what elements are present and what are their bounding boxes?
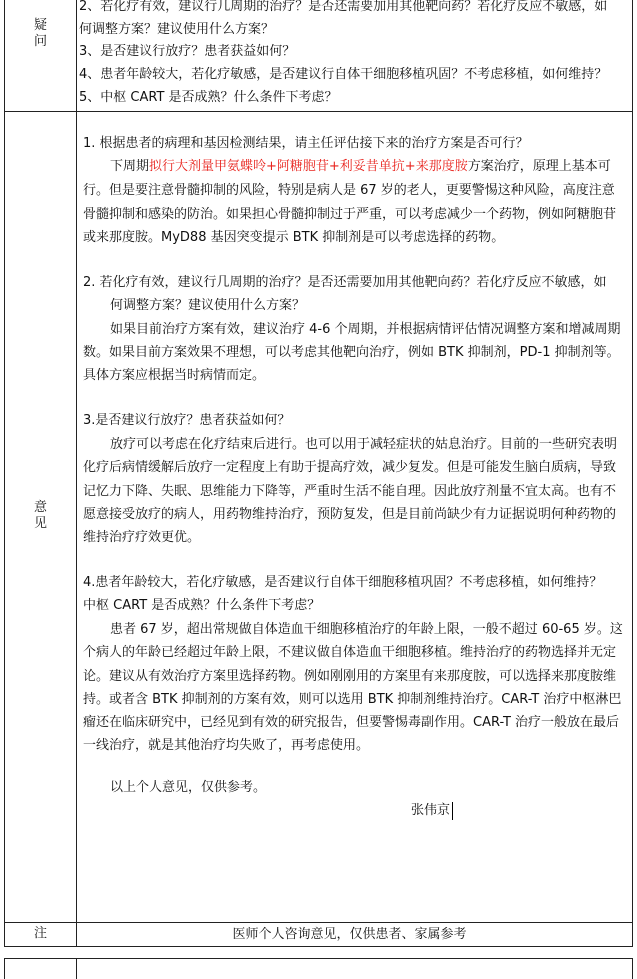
- signature: [411, 800, 453, 822]
- column-divider: [76, 0, 77, 947]
- question-line: 2、若化疗有效，建议行几周期的治疗？是否还需要加用其他靶向药？若化疗反应不敏感，如: [79, 0, 608, 14]
- answer-2-question-1: 2. 若化疗有效，建议行几周期的治疗？是否还需要加用其他靶向药？若化疗反应不敏感，如: [83, 275, 607, 290]
- answer-1-line-1: [110, 156, 637, 178]
- signature-name: 张伟京: [411, 803, 451, 818]
- answer-2-line-3: 具体方案应根据当时病情而定。: [83, 368, 266, 383]
- question-line: 4、患者年龄较大，若化疗敏感，是否建议行自体干细胞移植巩固？不考虑移植，如何维持？: [79, 67, 608, 82]
- row-divider-opinion: [5, 922, 632, 923]
- answer-3-line-1: 放疗可以考虑在化疗结束后进行。也可以用于减轻症状的姑息治疗。目前的一些研究表明: [110, 437, 618, 452]
- answer-3-line-2: 化疗后病情缓解后放疗一定程度上有助于提高疗效，减少复发。但是可能发生脑白质病，导致: [83, 460, 617, 475]
- answer-2-line-1: 如果目前治疗方案有效，建议治疗 4-6 个周期，并根据病情评估情况调整方案和增减周期: [110, 322, 621, 337]
- text-cursor: [452, 802, 453, 820]
- answer-4-line-2: 个病人的年龄已经超过年龄上限，不建议做自体造血干细胞移植。维持治疗的药物选择并无定: [83, 645, 617, 660]
- regimen-highlight: 拟行大剂量甲氨蝶呤+阿糖胞苷+利妥昔单抗+来那度胺: [149, 159, 468, 174]
- note-text: 医师个人咨询意见，仅供患者、家属参考: [232, 927, 467, 942]
- closing-remark: 以上个人意见，仅供参考。: [110, 780, 267, 795]
- answer-4-question-2: 中枢 CART 是否成熟？什么条件下考虑？: [83, 598, 321, 613]
- answer-1-line-2: 行。但是要注意骨髓抑制的风险，特别是病人是 67 岁的老人，更要警惕这种风险，高度注意: [83, 183, 615, 198]
- questions-label-text: 疑问: [33, 18, 47, 49]
- answer-1-line-4: 或来那度胺。MyD88 基因突变提示 BTK 抑制剂是可以考虑选择的药物。: [83, 230, 505, 245]
- answer-1-text-post: 方案治疗，原理上基本可: [467, 159, 611, 174]
- questions-label: [5, 18, 76, 50]
- row-divider-questions: [5, 111, 632, 112]
- note-label-text: 注: [33, 926, 47, 941]
- opinion-label-text: 意见: [33, 500, 47, 531]
- answer-4-line-4: 持。或者含 BTK 抑制剂的方案有效，则可以选用 BTK 抑制剂维持治疗。CAR-T 治疗中枢淋巴: [83, 692, 622, 707]
- row-divider-note: [5, 946, 632, 947]
- answer-1-text-pre: 下周期: [110, 159, 150, 174]
- answer-2-line-2: 数。如果目前方案效果不理想，可以考虑其他靶向治疗，例如 BTK 抑制剂，PD-1 抑制剂等。: [83, 345, 620, 360]
- next-row-column-divider: [76, 959, 77, 979]
- question-line: 何调整方案？建议使用什么方案？: [79, 22, 275, 37]
- answer-2-question-2: 何调整方案？建议使用什么方案？: [110, 298, 306, 313]
- answer-3-line-5: 维持治疗疗效更优。: [83, 530, 201, 545]
- question-line: 3、是否建议行放疗？患者获益如何？: [79, 44, 296, 59]
- answer-4-line-1: 患者 67 岁，超出常规做自体造血干细胞移植治疗的年龄上限，一般不超过 60-65 岁。这: [110, 622, 623, 637]
- answer-3-line-4: 愿意接受放疗的病人，用药物维持治疗，预防复发，但是目前尚缺少有力证据说明何种药物的: [83, 507, 617, 522]
- answer-1-line-3: 骨髓抑制和感染的防治。如果担心骨髓抑制过于严重，可以考虑减少一个药物，例如阿糖胞苷: [83, 207, 617, 222]
- answer-4-line-3: 论。建议从有效治疗方案里选择药物。例如刚刚用的方案里有来那度胺，可以选择来那度胺维: [83, 669, 617, 684]
- answer-3-question: 3.是否建议行放疗？患者获益如何？: [83, 413, 291, 428]
- opinion-label: [5, 500, 76, 532]
- answer-4-line-6: 一线治疗，就是其他治疗均失败了，再考虑使用。: [83, 738, 370, 753]
- answer-4-line-5: 瘤还在临床研究中，已经见到有效的研究报告，但要警惕毒副作用。CAR-T 治疗一般放在最后: [83, 715, 620, 730]
- answer-3-line-3: 记忆力下降、失眠、思维能力下降等，严重时生活不能自理。因此放疗剂量不宜太高。也有不: [83, 484, 617, 499]
- answer-1-question: 1. 根据患者的病理和基因检测结果，请主任评估接下来的治疗方案是否可行？: [83, 136, 529, 151]
- note-label: [5, 926, 76, 942]
- answer-4-question-1: 4.患者年龄较大，若化疗敏感，是否建议行自体干细胞移植巩固？不考虑移植，如何维持？: [83, 575, 603, 590]
- question-line: 5、中枢 CART 是否成熟？什么条件下考虑？: [79, 90, 338, 105]
